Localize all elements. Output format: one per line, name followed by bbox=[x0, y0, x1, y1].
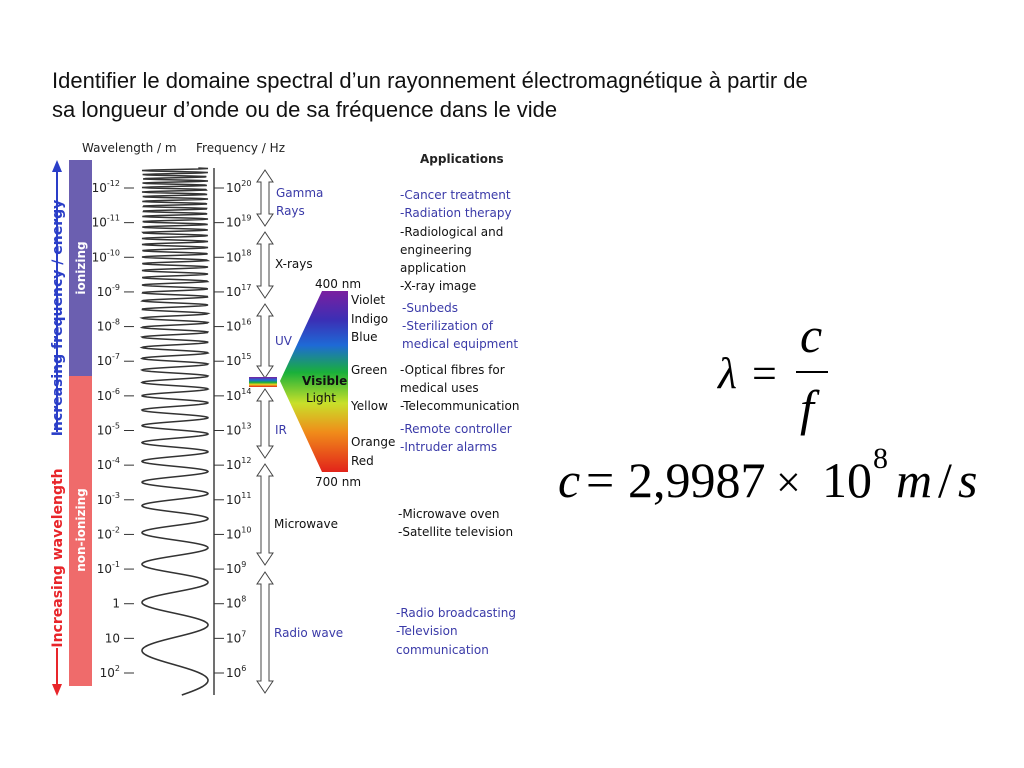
application-item: -Satellite television bbox=[398, 525, 514, 539]
wavelength-tick-label: 1 bbox=[112, 596, 120, 611]
applications-header: Applications bbox=[420, 152, 504, 166]
application-item: -Sunbeds bbox=[402, 301, 459, 315]
formula-equals-2: = bbox=[586, 452, 615, 508]
wavelength-tick-label: $10^{-4}$ bbox=[96, 456, 120, 473]
formula-times: × bbox=[776, 458, 801, 507]
visible-color-blue: Blue bbox=[351, 330, 378, 344]
title-line-1: Identifier le domaine spectral d’un rayonnement électromagnétique à partir de bbox=[52, 68, 808, 93]
wavelength-tick-label: $10^{-9}$ bbox=[96, 282, 120, 299]
ionizing-label: ionizing bbox=[74, 241, 88, 295]
formula-unit-m: m bbox=[896, 452, 933, 508]
application-item: medical uses bbox=[400, 381, 479, 395]
non-ionizing-label: non-ionizing bbox=[74, 488, 88, 572]
formula-unit-s: s bbox=[958, 452, 978, 508]
frequency-tick-label: $10^9$ bbox=[226, 560, 247, 577]
frequency-tick-label: $10^7$ bbox=[226, 629, 247, 646]
wavelength-tick-label: 10 bbox=[104, 631, 120, 646]
frequency-tick-label: $10^{18}$ bbox=[226, 248, 252, 265]
application-item: -Telecommunication bbox=[400, 399, 520, 413]
application-item: engineering bbox=[400, 243, 472, 257]
wavelength-tick-label: $10^{-12}$ bbox=[91, 179, 120, 195]
application-item: -X-ray image bbox=[400, 279, 477, 293]
application-item: -Radio broadcasting bbox=[396, 606, 516, 620]
wavelength-tick-label: $10^{-10}$ bbox=[91, 248, 120, 265]
visible-color-green: Green bbox=[351, 363, 388, 377]
wavelength-tick-label: $10^{-8}$ bbox=[96, 317, 120, 334]
wavelength-tick-label: $10^2$ bbox=[99, 664, 120, 680]
frequency-tick-label: $10^{12}$ bbox=[226, 456, 252, 473]
wavelength-tick-label: $10^{-6}$ bbox=[96, 386, 120, 403]
frequency-tick-label: $10^{13}$ bbox=[226, 421, 252, 438]
application-item: -Intruder alarms bbox=[400, 440, 498, 454]
frequency-tick-label: $10^{10}$ bbox=[226, 525, 252, 542]
application-item: -Remote controller bbox=[400, 422, 512, 436]
band-label-ir: IR bbox=[275, 423, 287, 437]
wavelength-tick-label: $10^{-5}$ bbox=[96, 421, 120, 438]
wavelength-header: Wavelength / m bbox=[82, 141, 177, 155]
frequency-tick-label: $10^{16}$ bbox=[226, 317, 252, 334]
formula-lambda: λ bbox=[718, 349, 738, 398]
visible-label: Visible bbox=[302, 374, 348, 388]
application-item: -Cancer treatment bbox=[400, 188, 511, 202]
application-item: medical equipment bbox=[402, 337, 519, 351]
wavelength-tick-label: $10^{-2}$ bbox=[96, 525, 120, 542]
formula-slash: / bbox=[938, 452, 952, 508]
application-item: -Television bbox=[396, 624, 458, 638]
formula-exponent: 8 bbox=[873, 442, 888, 475]
visible-bottom-nm: 700 nm bbox=[315, 475, 362, 489]
visible-color-violet: Violet bbox=[351, 293, 386, 307]
increasing-wavelength-label: Increasing wavelength bbox=[50, 468, 66, 648]
visible-color-indigo: Indigo bbox=[351, 312, 389, 326]
light-label: Light bbox=[306, 391, 336, 405]
frequency-tick-label: $10^{19}$ bbox=[226, 213, 252, 230]
band-label-gamma: Gamma bbox=[276, 186, 324, 200]
frequency-tick-label: $10^{14}$ bbox=[226, 386, 252, 403]
formula-c: c bbox=[558, 452, 581, 508]
formula-denominator-f: f bbox=[800, 380, 814, 436]
formula-value: 2,9987 bbox=[628, 452, 766, 508]
frequency-tick-label: $10^{15}$ bbox=[226, 352, 252, 369]
visible-top-nm: 400 nm bbox=[315, 277, 362, 291]
frequency-tick-label: $10^{20}$ bbox=[226, 179, 252, 195]
visible-color-red: Red bbox=[351, 454, 374, 468]
frequency-tick-label: $10^{11}$ bbox=[226, 490, 252, 507]
formula-ten: 10 bbox=[822, 452, 872, 508]
application-item: application bbox=[400, 261, 467, 275]
wavelength-tick-label: $10^{-11}$ bbox=[91, 213, 120, 230]
band-label-xrays: X-rays bbox=[275, 257, 313, 271]
band-label-uv: UV bbox=[275, 334, 292, 348]
band-label-gamma: Rays bbox=[276, 204, 305, 218]
visible-color-orange: Orange bbox=[351, 435, 396, 449]
formula-numerator-c: c bbox=[800, 307, 823, 363]
title-line-2: sa longueur d’onde ou de sa fréquence dans le vide bbox=[52, 97, 558, 122]
application-item: -Radiological and bbox=[400, 225, 504, 239]
application-item: -Microwave oven bbox=[398, 507, 500, 521]
frequency-tick-label: $10^6$ bbox=[226, 664, 247, 680]
application-item: communication bbox=[396, 643, 489, 657]
wavelength-tick-label: $10^{-1}$ bbox=[96, 560, 120, 577]
increasing-energy-label: Increasing frequency / energy bbox=[50, 199, 66, 437]
visible-color-yellow: Yellow bbox=[351, 399, 388, 413]
formula-equals: = bbox=[752, 349, 777, 398]
wavelength-tick-label: $10^{-7}$ bbox=[96, 352, 120, 369]
frequency-tick-label: $10^{17}$ bbox=[226, 282, 252, 299]
wavelength-tick-label: $10^{-3}$ bbox=[96, 490, 120, 507]
application-item: -Sterilization of bbox=[402, 319, 493, 333]
application-item: -Radiation therapy bbox=[400, 206, 512, 220]
application-item: -Optical fibres for bbox=[400, 363, 505, 377]
frequency-tick-label: $10^8$ bbox=[226, 594, 247, 611]
band-label-microwave: Microwave bbox=[274, 517, 338, 531]
frequency-header: Frequency / Hz bbox=[196, 141, 285, 155]
band-label-radio: Radio wave bbox=[274, 626, 344, 640]
